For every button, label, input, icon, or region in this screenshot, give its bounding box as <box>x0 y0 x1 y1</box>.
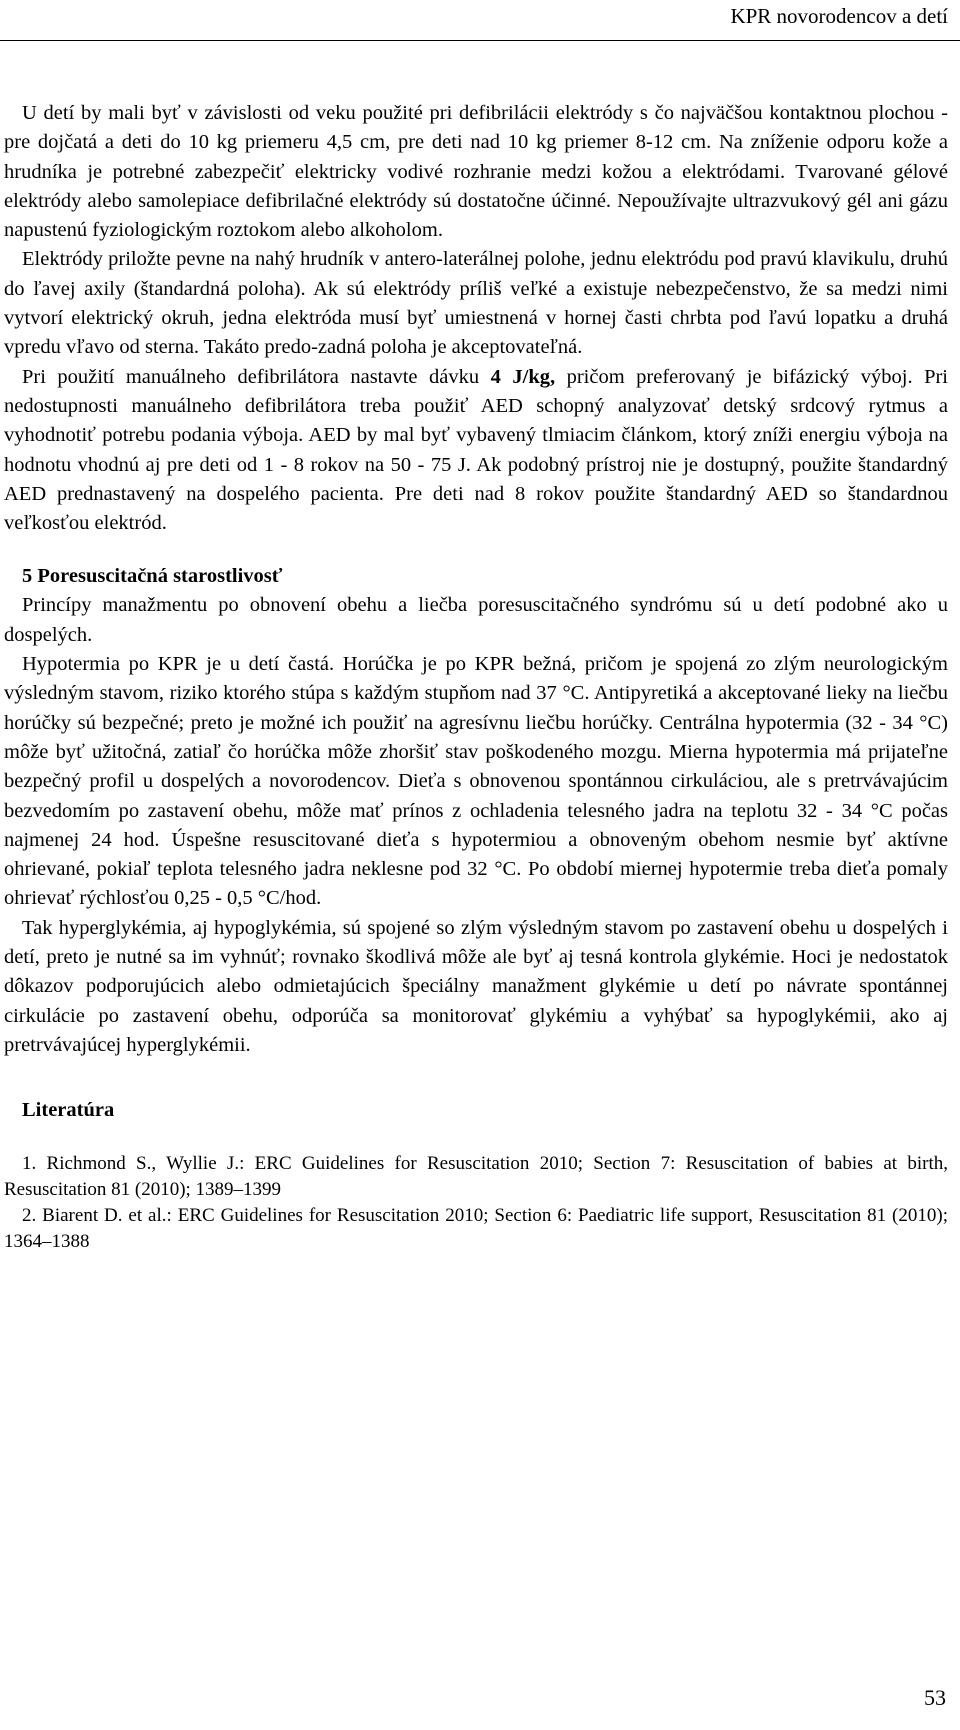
dose-text-before: Pri použití manuálneho defibrilátora nastavte dávku <box>22 365 491 388</box>
paragraph-electrodes-size: U detí by mali byť v závislosti od veku použité pri defibrilácii elektródy s čo najväčšou kontaktnou plochou - pre dojčatá a deti do 10 kg priemeru 4,5 cm, pre deti nad 10 kg priemer 8-12 cm. Na zníženie odporu kože a hrudníka je potrebné zabezpečiť elektricky vodivé rozhranie medzi kožou a elektródami. Tvarované gélové elektródy alebo samolepiace defibrilačné elektródy sú dostatočne účinné. Nepoužívajte ultrazvukový gél ani gázu napustenú fyziologickým roztokom alebo alkoholom. <box>4 102 948 242</box>
page-body <box>4 99 948 1255</box>
paragraph-principles: Princípy manažmentu po obnovení obehu a liečba poresuscitačného syndrómu sú u detí podobné ako u dospelých. <box>4 594 948 646</box>
section-title-post-resuscitation: 5 Poresuscitačná starostlivosť <box>22 565 283 588</box>
paragraph-hypothermia: Hypotermia po KPR je u detí častá. Horúčka je po KPR bežná, pričom je spojená zo zlým neurologickým výsledným stavom, riziko ktorého stúpa s každým stupňom nad 37 °C. Antipyretiká a akceptované lieky na liečbu horúčky sú bezpečné; preto je možné ich použiť na agresívnu liečbu horúčky. Centrálna hypotermia (32 - 34 °C) môže byť užitočná, zatiaľ čo horúčka môže zhoršiť stav poškodeného mozgu. Mierna hypotermia má prijateľne bezpečný profil u dospelých a novorodencov. Dieťa s obnovenou spontánnou cirkuláciou, ale s pretrvávajúcim bezvedomím po zastavení obehu, môže mať prínos z ochladenia telesného jadra na teplotu 32 - 34 °C počas najmenej 24 hod. Úspešne resuscitované dieťa s hypotermiou a obnoveným obehom nesmie byť aktívne ohrievané, pokiaľ teplota telesného jadra neklesne pod 32 °C. Po období miernej hypotermie treba dieťa pomaly ohrievať rýchlosťou 0,25 - 0,5 °C/hod. <box>4 653 948 910</box>
paragraph-glycemia: Tak hyperglykémia, aj hypoglykémia, sú spojené so zlým výsledným stavom po zastavení obehu u dospelých i detí, preto je nutné sa im vyhnúť; rovnako škodlivá môže ale byť aj tesná kontrola glykémie. Hoci je nedostatok dôkazov podporujúcich alebo odmietajúcich špeciálny manažment glykémie u detí po návrate spontánnej cirkulácie po zastavení obehu, odporúča sa monitorovať glykémiu a vyhýbať sa hypoglykémii, ako aj pretrvávajúcej hyperglykémii. <box>4 916 948 1056</box>
literature-title: Literatúra <box>22 1099 115 1122</box>
dose-value: 4 J/kg, <box>490 365 556 388</box>
paragraph-defibrillator-dose <box>4 363 948 539</box>
reference-item: 2. Biarent D. et al.: ERC Guidelines for Resuscitation 2010; Section 6: Paediatric life support, Resuscitation 81 (2010); 1364–1388 <box>4 1205 948 1253</box>
running-header: KPR novorodencov a detí <box>730 4 948 28</box>
reference-item: 1. Richmond S., Wyllie J.: ERC Guidelines for Resuscitation 2010; Section 7: Resuscitation of babies at birth, Resuscitation 81 (2010); 1389–1399 <box>4 1153 948 1201</box>
paragraph-electrodes-position: Elektródy priložte pevne na nahý hrudník v antero-laterálnej polohe, jednu elektródu pod pravú klavikulu, druhú do ľavej axily (štandardná poloha). Ak sú elektródy príliš veľké a existuje nebezpečenstvo, že sa medzi nimi vytvorí elektrický okruh, jedna elektróda musí byť umiestnená v hornej časti chrbta pod ľavú lopatku a druhá vpredu vľavo od sterna. Takáto predo-zadná poloha je akceptovateľná. <box>4 248 948 359</box>
page-number: 53 <box>924 1685 946 1710</box>
header-rule <box>0 40 960 41</box>
dose-text-after: pričom preferovaný je bifázický výboj. Pri nedostupnosti manuálneho defibrilátora treba použiť AED schopný analyzovať detský srdcový rytmus a vyhodnotiť potrebu podania výboja. AED by mal byť vybavený tlmiacim článkom, ktorý zníži energiu výboja na hodnotu vhodnú aj pre deti od 1 - 8 rokov na 50 - 75 J. Ak podobný prístroj nie je dostupný, použite štandardný AED prednastavený na dospelého pacienta. Pre deti nad 8 rokov použite štandardný AED so štandardnou veľkosťou elektród. <box>4 365 948 535</box>
